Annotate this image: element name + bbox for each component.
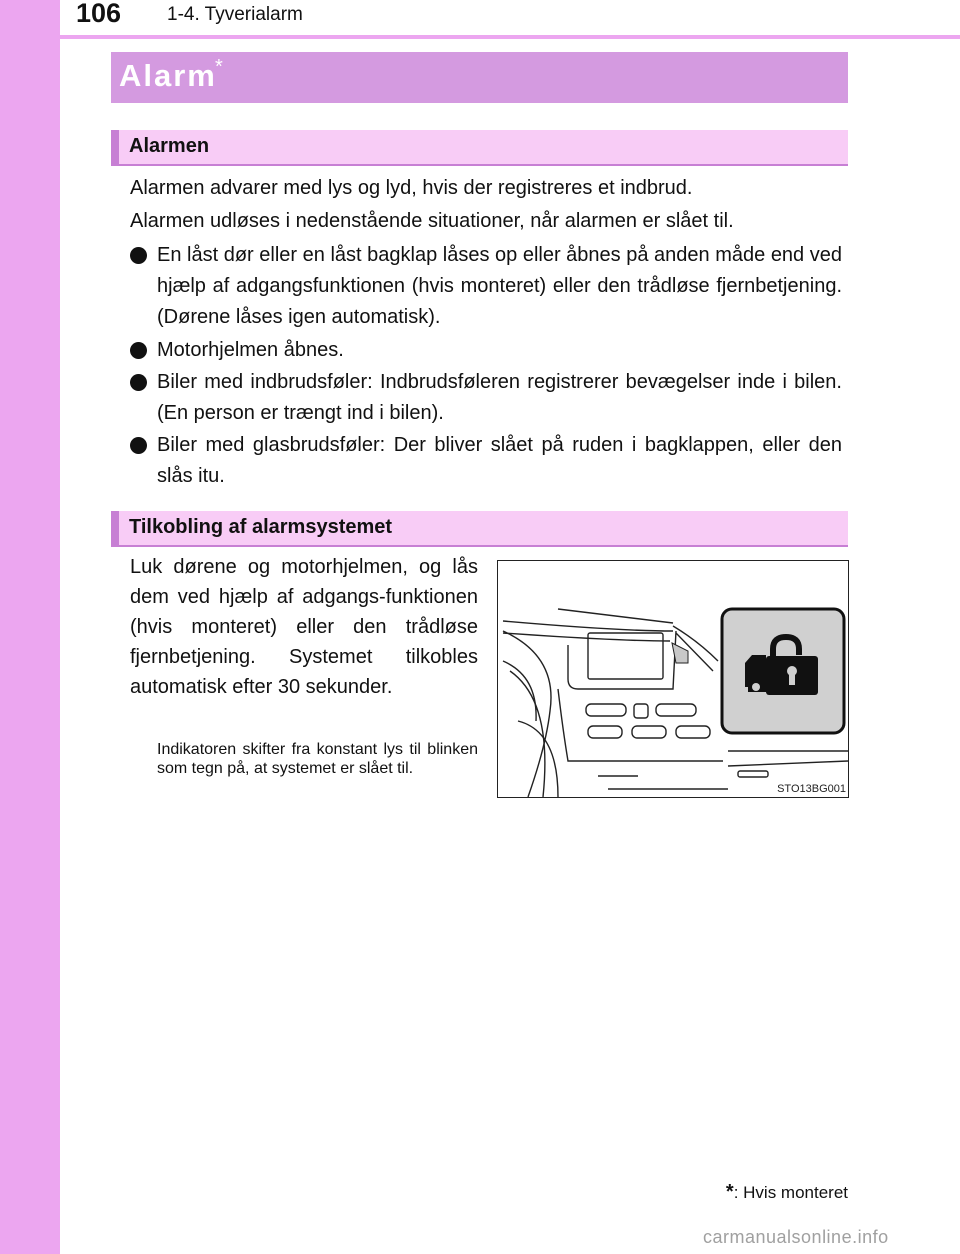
section-heading-bar [111,130,848,166]
section-edge-marker [111,511,119,545]
page-title-bar [111,52,848,103]
body-paragraph: Luk dørene og motorhjelmen, og lås dem ved hjælp af adgangs-funktionen (hvis monteret) eller den trådløse fjernbetjening. Systemet tilkobles automatisk efter 30 sekunder. [130,556,478,698]
watermark-text: carmanualsonline.info [703,1227,889,1247]
intro-paragraph: Alarmen udløses i nedenstående situationer, når alarmen er slået til. [130,210,734,232]
footnote [680,1181,848,1204]
list-item-text: Biler med glasbrudsføler: Der bliver slået på ruden i bagklappen, eller den slås itu. [157,434,842,487]
list-item-text: Biler med indbrudsføler: Indbrudsføleren registrerer bevægelser inde i bilen. (En person er trængt ind i bilen). [157,371,842,424]
footnote-text: : Hvis monteret [733,1183,848,1202]
intro-paragraph: Alarmen advarer med lys og lyd, hvis der registreres et indbrud. [130,177,693,199]
page-number: 106 [76,0,122,28]
bullet-icon [130,374,147,391]
page-title: Alarm [119,58,217,93]
bullet-icon [130,342,147,359]
list-item-text: En låst dør eller en låst bagklap låses op eller åbnes på anden måde end ved hjælp af adgangsfunktionen (hvis monteret) eller den trådløse fjernbetjening. (Dørene låses igen automatisk). [157,244,842,328]
list-item [130,430,842,492]
figure-code: STO13BG001 [777,783,846,795]
list-item [130,240,842,333]
list-item-text: Motorhjelmen åbnes. [157,339,344,361]
section-edge-marker [111,130,119,164]
list-item [130,335,842,366]
bullet-icon [130,437,147,454]
dashboard-illustration [497,560,849,798]
chapter-title: 1-4. Tyverialarm [167,4,303,25]
title-asterisk: * [215,56,223,78]
footnote-asterisk: * [725,1181,734,1203]
section-heading-bar [111,511,848,547]
section-heading-alarmen: Alarmen [129,135,210,157]
side-color-strip [0,0,60,1254]
section-heading-tilkobling: Tilkobling af alarmsystemet [129,516,393,538]
bullet-icon [130,247,147,264]
header-rule [60,35,960,39]
list-item [130,367,842,429]
dashboard-drawing [498,561,848,797]
note-paragraph: Indikatoren skifter fra konstant lys til blinken som tegn på, at systemet er slået til. [157,741,478,777]
